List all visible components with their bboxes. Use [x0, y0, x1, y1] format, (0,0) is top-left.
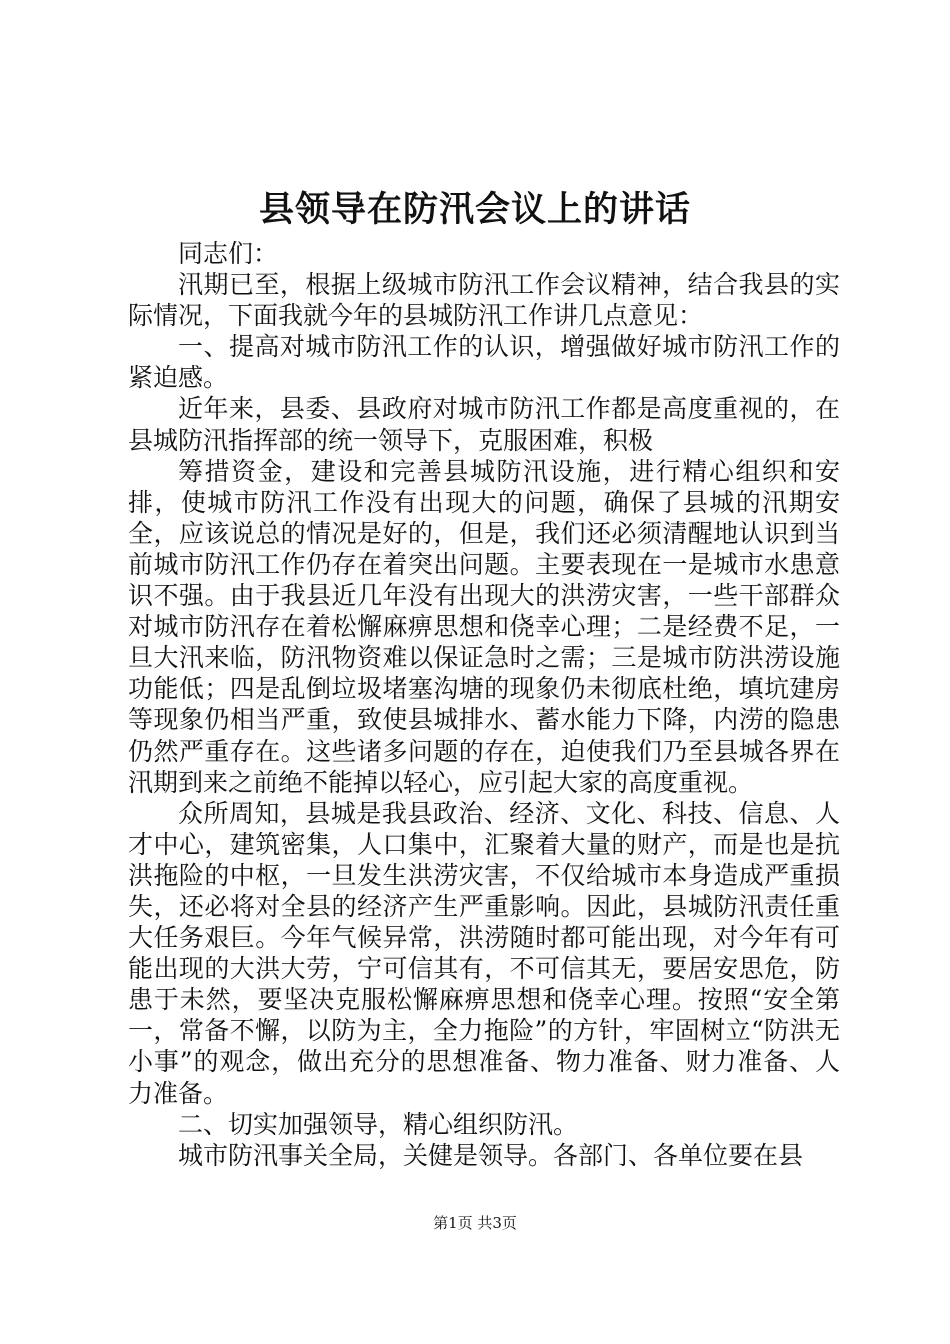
page-footer: 第1页 共3页 — [433, 1214, 517, 1232]
section-heading-2: 二、切实加强领导，精心组织防汛。 — [178, 1109, 579, 1139]
paragraph-intro: 汛期已至，根据上级城市防汛工作会议精神，结合我县的实际情况，下面我就今年的县城防汛工作讲几点意见： — [128, 270, 840, 331]
section-heading-1: 一、提高对城市防汛工作的认识，增强做好城市防汛工作的紧迫感。 — [128, 332, 840, 393]
paragraph-recent-years: 近年来，县委、县政府对城市防汛工作都是高度重视的，在县城防汛指挥部的统一领导下，克服困难，积极 — [128, 394, 840, 455]
document-title: 县领导在防汛会议上的讲话 — [258, 189, 691, 230]
paragraph-leadership: 城市防汛事关全局，关健是领导。各部门、各单位要在县 — [178, 1140, 804, 1170]
paragraph-salutation: 同志们： — [178, 239, 279, 268]
paragraph-county-center: 众所周知，县城是我县政治、经济、文化、科技、信息、人才中心，建筑密集，人口集中，汇聚着大量的财产，而是也是抗洪拖险的中枢，一旦发生洪涝灾害，不仅给城市本身造成严重损失，还必将对全县的经济产生严重影响。因此，县城防汛责任重大任务艰巨。今年气候异常，洪涝随时都可能出现，对今年有可能出现的大洪大劳，宁可信其有，不可信其无，要居安思危，防患于未然，要坚决克服松懈麻痹思想和侥幸心理。按照“安全第一，常备不懈，以防为主，全力拖险”的方针，牢固树立“防洪无小事”的观念，做出充分的思想准备、物力准备、财力准备、人力准备。 — [128, 798, 840, 1108]
paragraph-problems: 筹措资金，建设和完善县城防汛设施，进行精心组织和安排，使城市防汛工作没有出现大的问题，确保了县城的汛期安全，应该说总的情况是好的，但是，我们还必须清醒地认识到当前城市防汛工作仍存在着突出问题。主要表现在一是城市水患意识不强。由于我县近几年没有出现大的洪涝灾害，一些干部群众对城市防汛存在着松懈麻痹思想和侥幸心理；二是经费不足，一旦大汛来临，防汛物资难以保证急时之需；三是城市防洪涝设施功能低；四是乱倒垃圾堵塞沟塘的现象仍未彻底杜绝，填坑建房等现象仍相当严重，致使县城排水、蓄水能力下降，内涝的隐患仍然严重存在。这些诸多问题的存在，迫使我们乃至县城各界在汛期到来之前绝不能掉以轻心，应引起大家的高度重视。 — [128, 456, 840, 797]
document-body — [128, 238, 840, 1171]
